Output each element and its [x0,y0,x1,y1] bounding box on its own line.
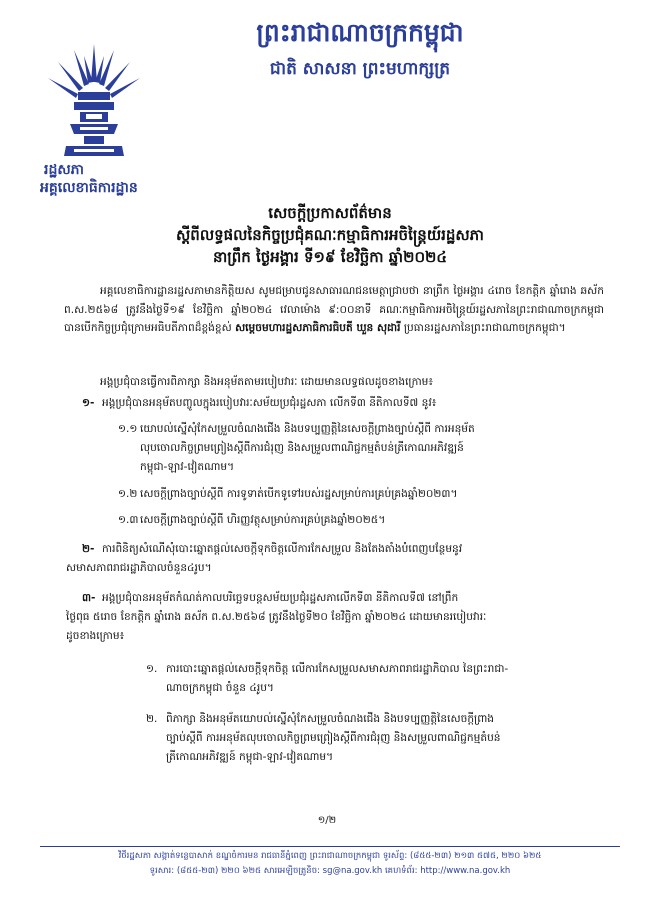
item-1-2-number: ១.២ [118,488,138,500]
item-1-1-line: យោបល់ស្នើសុំកែសម្រួលចំណងជើង និងបទប្បញ្ញត្តិនៃសេចក្ដីព្រាងច្បាប់ស្ដីពី ការអនុម័ត [140,423,475,435]
item-1-1-line: កម្ពុជា-ឡាវ-វៀតណាម។ [140,461,235,473]
kingdom-heading: ព្រះរាជាណាចក្រកម្ពុជា [256,18,464,47]
organization-department: អគ្គលេខាធិការដ្ឋាន [40,180,138,196]
item-3-2-line: ពិភាក្សា និងអនុម័តយោបល់ស្នើសុំកែសម្រួលចំណងជើង និងបទប្បញ្ញត្តិនៃសេចក្ដីព្រាង [166,713,495,725]
item-1-3-number: ១.៣ [118,514,139,526]
intro-tail: ប្រធានរដ្ឋសភានៃព្រះរាជាណាចក្រកម្ពុជា។ [403,322,566,334]
section-1-text: អង្គប្រជុំបានអនុម័តបញ្ចូលក្នុងរបៀបវារៈសម័យប្រជុំរដ្ឋសភា លើកទី៣ នីតិកាលទី៧ នូវ៖ [102,397,437,409]
item-1-3-line: សេចក្ដីព្រាងច្បាប់ស្ដីពី ហិរញ្ញវត្ថុសម្រាប់ការគ្រប់គ្រងឆ្នាំ២០២៥។ [140,514,386,526]
press-release-title: សេចក្ដីប្រកាសព័ត៌មាន [268,204,392,222]
section-3-number: ៣- [82,592,96,604]
item-3-1-line: ណាចក្រកម្ពុជា ចំនួន ៤រូប។ [166,682,274,694]
national-motto: ជាតិ សាសនា ព្រះមហាក្សត្រ [269,59,451,79]
results-lead: អង្គប្រជុំបានធ្វើការពិភាក្សា និងអនុម័តតាមរបៀបវារៈ ដោយមានលទ្ធផលដូចខាងក្រោម៖ [100,376,434,388]
item-3-2-number: ២. [146,713,158,725]
page-number: ១/២ [317,815,337,826]
footer-divider [40,846,620,847]
national-assembly-emblem [40,42,148,160]
section-3-line: ដូចខាងក្រោម៖ [66,630,125,642]
chairperson-name: សម្ដេចមហារដ្ឋសភាធិការធិបតី ឃួន សុដារី [235,322,401,334]
organization-name: រដ្ឋសភា [44,162,84,178]
footer-address: វិថីរដ្ឋសភា សង្កាត់ទន្លេបាសាក់ ខណ្ឌចំការមន រាជធានីភ្នំពេញ ព្រះរាជាណាចក្រកម្ពុជា ទូរស័ព្ទ: (៨៥៥-២៣) ២១៣ ៥៧៥, ២២០ ៦២៥ [118,851,542,861]
press-release-subject: ស្ដីពីលទ្ធផលនៃកិច្ចប្រជុំគណៈកម្មាធិការអចិន្ត្រៃយ៍រដ្ឋសភា [176,226,484,244]
intro-text: អគ្គលេខាធិការដ្ឋានរដ្ឋសភាមានកិត្តិយស សូមជម្រាបជូនសាធារណជនមេត្តាជ្រាបថា នាព្រឹក ថ្ងៃអង្គារ ៤រោច ខែកត្តិក ឆ្នាំរោង ឆស័ក ព.ស.២៥៦៨ ត្រូវនឹងថ្ងៃទី១៩ ខែវិច្ឆិកា ឆ្នាំ២០២៤ វេលាម៉ោង ៩:០០នាទី គណៈកម្មាធិការអចិន្ត្រៃយ៍រដ្ឋសភានៃព្រះរាជាណាចក្រកម្ពុជា បានបើកកិច្ចប្រជុំក្រោមអធិបតីភាពដ៏ខ្ពង់ខ្ពស់ [64,285,604,334]
item-1-1-line: លុបចោលកិច្ចព្រមព្រៀងស្ដីពីការជំរុញ និងសម្រួលពាណិជ្ជកម្មតំបន់ត្រីកោណអភិវឌ្ឍន៍ [140,442,464,454]
item-1-2-line: សេចក្ដីព្រាងច្បាប់ស្ដីពី ការទូទាត់បើកទូទៅរបស់រដ្ឋសម្រាប់ការគ្រប់គ្រងឆ្នាំ២០២៣។ [140,488,458,500]
item-3-1-number: ១. [146,663,158,675]
section-2-line: សមាសភាពរាជរដ្ឋាភិបាលចំនួន៤រូប។ [66,562,212,574]
section-3-line: ថ្ងៃពុធ ៥រោច ខែកត្តិក ឆ្នាំរោង ឆស័ក ព.ស.២៥៦៨ ត្រូវនឹងថ្ងៃទី២០ ខែវិច្ឆិកា ឆ្នាំ២០២៤ ដោយមានរបៀបវារៈ [66,611,487,623]
item-3-1-line: ការបោះឆ្នោតផ្ដល់សេចក្ដីទុកចិត្ត លើការកែសម្រួលសមាសភាពរាជរដ្ឋាភិបាល នៃព្រះរាជា- [166,663,509,675]
section-3-line: អង្គប្រជុំបានអនុម័តកំណត់កាលបរិច្ឆេទបន្តសម័យប្រជុំរដ្ឋសភាលើកទី៣ នីតិកាលទី៧ នៅព្រឹក [102,592,459,604]
section-1-number: ១- [82,397,95,409]
footer-contact: ទូរសារ: (៨៥៥-២៣) ២២០ ៦២៥ សារអេឡិចត្រូនិច: sg@na.gov.kh គេហទំព័រ: http://www.na.gov.kh [149,866,511,876]
section-2-line: ការពិនិត្យសំណើសុំបោះឆ្នោតផ្ដល់សេចក្ដីទុកចិត្តលើការកែសម្រួល និងតែងតាំងបំពេញបន្ថែមនូវ [102,543,463,555]
item-3-2-line: ត្រីកោណអភិវឌ្ឍន៍ កម្ពុជា-ឡាវ-វៀតណាម។ [166,751,334,763]
press-release-date: នាព្រឹក ថ្ងៃអង្គារ ទី១៩ ខែវិច្ឆិកា ឆ្នាំ២០២៤ [212,248,448,266]
intro-paragraph [64,282,604,338]
item-3-2-line: ច្បាប់ស្ដីពី ការអនុម័តលុបចោលកិច្ចព្រមព្រៀងស្ដីពីការជំរុញ និងសម្រួលពាណិជ្ជកម្មតំបន់ [166,732,501,744]
section-2-number: ២- [82,543,95,555]
item-1-1-number: ១.១ [118,423,138,435]
